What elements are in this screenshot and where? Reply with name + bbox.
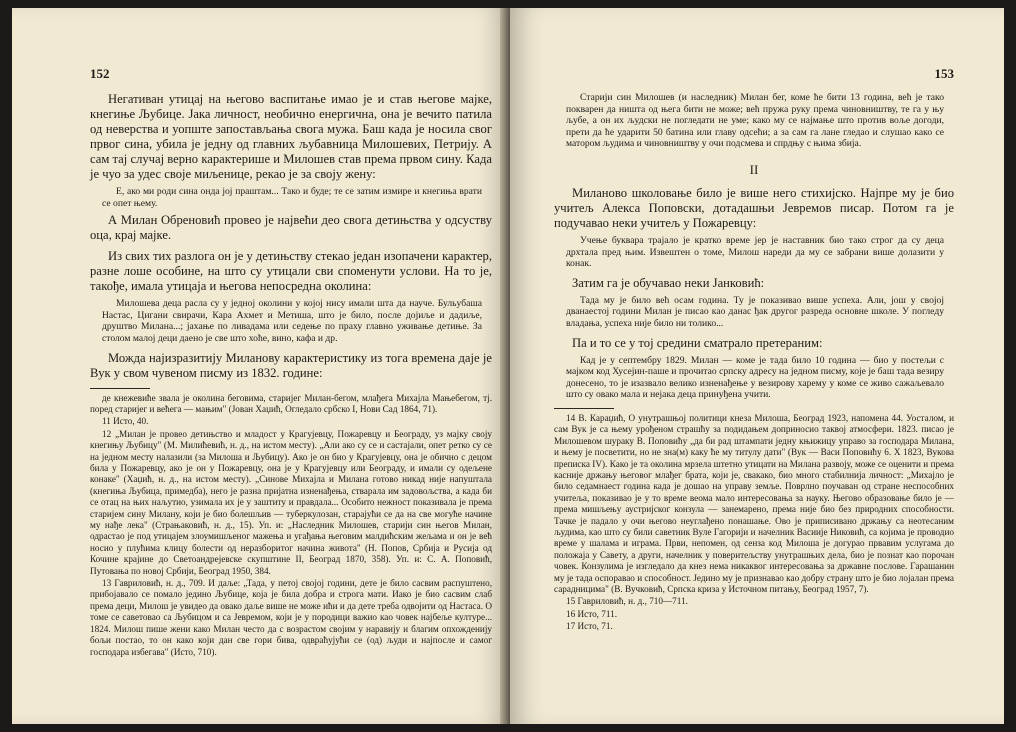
right-page — [510, 8, 1004, 724]
footnote: 15 Гавриловић, н. д., 710—711. — [566, 596, 688, 607]
paragraph: Можда најизразитију Миланову карактеристику из тога времена даје је Вук у свом чувеном писму из 1832. године: — [90, 350, 492, 380]
paragraph: Па и то се у тој средини сматрало претераним: — [572, 335, 823, 350]
footnote-rule — [90, 388, 150, 389]
block-quote: Милошева деца расла су у једној околини у којој нису имали шта да науче. Бульубаша Настас, Цигани свирачи, Кара Ахмет и Метиша, што је било, после дојиље и дадиље, друштво Милана...; јахање по ливадама или седење по праху главно уживање детиње. За столом малој деци даено је све што хоће, вино, кафа и др. — [102, 298, 482, 344]
block-quote: Е, ако ми роди сина онда јој праштам... Тако и буде; те се затим измире и кнегиња врати се опет њему. — [102, 186, 482, 209]
left-page — [12, 8, 508, 724]
footnote: 17 Исто, 71. — [566, 621, 613, 632]
paragraph: Милановo школовање било је више него стихијско. Најпре му је био учитељ Алекса Поповски, дотадашњи Јевремов писар. Потом га је подучавао неки учитељ у Пожаревцу: — [554, 185, 954, 230]
block-quote: Тада му је било већ осам година. Ту је показивао више успеха. Али, још у својој дванаестој години Милан је писао као данас ђак другог разреда основне школе. У погледу владања, успеха није било ни толико... — [566, 294, 944, 329]
paragraph: Из свих тих разлога он је у детињству стекао један изопачени карактер, разне лоше особине, на што су утицали сви споменути услови. На то је, такође, имала утицаја и његова непосредна околина: — [90, 249, 492, 294]
block-quote: Старији син Милошев (и наследник) Милан бег, коме ће бити 13 година, већ је тако покварен да ништа од њега бити не може; већ пружа руку према чиновништву, те га у њу љубе, а он их људски не погледати не уме; како му се најмање што против воље догоди, прети да ће ударити 50 батина или главу одсећи; а за сам га лане гледао и слушао како се матором људима и чиновништву у очи подсмева и спрдњу с њима збија. — [566, 92, 944, 150]
footnote: 12 „Милан је провео детињство и младост у Крагујевцу, Пожаревцу и Београду, уз мајку своју кнегињу Љубицу" (М. Милићевић, н. д., на истом месту). „Али ако су се и састајали, опет ретко су се на једном месту налазили (за Милоша и Љубицу). Ако је он био у Крагујевцу, она је обично с децом била у Пожаревцу, ако је он у Пожаревцу, она је у Крагујевцу или Београду, и имали су одељене конаке" (Хаџић, н. д., на истом месту). „Синове Михајла и Милана готово никад није напуштала (кнегиња Љубица, примедба), него је разна пријатна изненађења, стварала им задовољства, а када би се отац на њих наљутио, узимала их је у заштиту и правдала... Особито нежност показивала је према старијем сину Милану, који је био болешљив — туберкулозан, старајући се да на све могуће начине му нађе лека" (Страњаковић, н. д., 15). Уп. и: „Наследник Милошев, старији син његов Милан, одрастао је под утицајем злоумишљеног мажења и угађања његовим малдићским жељама и он је већ носио у плућима клицу болести од неразборитог начина живота" (Н. Попов, Србија и Русија од Кочине крајине до Светоандрејевске скупштине II, Београд 1870, 358). Уп. и: С. А. Поповић, Путовања по новој Србији, Београд 1950, 384. — [90, 428, 492, 576]
footnote: 16 Исто, 711. — [566, 608, 618, 619]
page-number-right: 153 — [934, 66, 954, 81]
paragraph: Негативан утицај на његово васпитање имао је и став његове мајке, кнегиње Љубице. Јака личност, необично енергична, она је вечито патила од неверства и уопште запостављања свога мужа. Баш када је носила свог првог сина, убила је једну од главних љубавница Милошевих, Петрију. А сам тај случај верно карактерише и Милошев став према првом сину. Када је чуо за удес своје миљенице, рекао је за своју жену: — [90, 92, 492, 181]
paragraph: Затим га је обучавао неки Јанковић: — [572, 275, 765, 290]
footnote: 14 В. Караџић, О унутрашњој политици кнеза Милоша, Београд 1923, напомена 44. Уосталом, и сам Вук је са њему урођеном страшћу за подидањем доприносио таквој атмосфери. 1823. писао је Милошевом шураку В. Поповићу „да би рад штампати једну књижицу управо за господара Милана, и њему је посветити, но не зна(м) каку ће му титулу дати" (Вук — Васи Поповићу 6. X 1823, Вукова преписка IV). Како је та околина мрзела штетно утицати на Милана развоју, може се оценити и према касније држању његовог млађег брата, који је, свакако, био много стабилнија личност: „Михајло је било седамнаест година када је дошао на управу земље. Поврлно поучаван од стране неспособних учитеља, показивао је у то време веома мало интересовања за науку. Његово образовање било је — према мишљењу аустријског конзула — занемарено, према није био без природних способности. Тачке је падало у очи његово неуглађено понашање. Ово је приписивано држању са неотесаним људима, као што су били саветник Вуле Гагорији и начелник Васиије Никовић, са којима је проводио време у шалама и играма. Први, непомен, од сенза код Милоша је догурао првавим услугама до положаја у Савету, а други, начелник у поверитељству унутрашњих дела, био је познат као порочан човек. Конзулима је изгледало да кнез нема никаквог интересовања за државне послове. Гарашанин му је тада оспоравао и способност. Једино му је признавао као добру страну што је био лојалан према сарадницима" (В. Вучковић, Српска криза у Источном питању, Београд 1957, 7). — [554, 412, 954, 594]
footnote: 13 Гавриловић, н. д., 709. И даље: „Тада, у петој својој години, дете је било сасвим распуштено, прибојавало се помало једино Љубице, која је била добра и строга мати. Иако је био сасвим слаб према деци, Милош је увидео да овако даље више не може ићи и да дете треба одвојити од Настаса. О томе се саветовао са Љубицом и са Јевремом, који је у породици важио као човек најбеље културе... 1824. Милош пише жени како Милан често да с возрастом својим у наравију и благим опхожденију бољи постао, то он како који дан све гори бива, одвраћујући се (од) људи и најпосле и самог господара избегава" (Исто, 710). — [90, 578, 492, 657]
right-text-block — [554, 66, 954, 633]
block-quote: Учење буквара трајало је кратко време јер је наставник био тако строг да су деца дрхтала пред њим. Извештен о томе, Милош нареди да му се забрани више долазити у конак. — [566, 234, 944, 270]
paragraph: А Милан Обреновић провео је највећи део свога детињства у одсуству оца, крај мајке. — [90, 213, 492, 243]
block-quote: Кад је у септембру 1829. Милан — коме је тада било 10 година — био у постељи с мајком код Хусејин-паше и прочитао српску адресу на једном писму, које је баш тада везиру донесено, то је изазвало велико изненађење у везирову харему у коме се живо сажаљевало што су овако мала и нејака деца принуђена учити. — [566, 354, 944, 401]
footnote: 11 Исто, 40. — [102, 416, 149, 427]
footnote-rule — [554, 408, 614, 409]
section-heading: II — [749, 161, 759, 177]
page-number-left: 152 — [90, 66, 110, 81]
left-text-block — [90, 66, 492, 658]
footnote: де кнежевиће звала је околина беговима, старијег Милан-бегом, млађега Михајла Мањебегом, тј. поред старијег и већега — мањим" (Јован Хаџић, Огледало србско I, Нови Сад 1864, 71). — [90, 392, 492, 414]
